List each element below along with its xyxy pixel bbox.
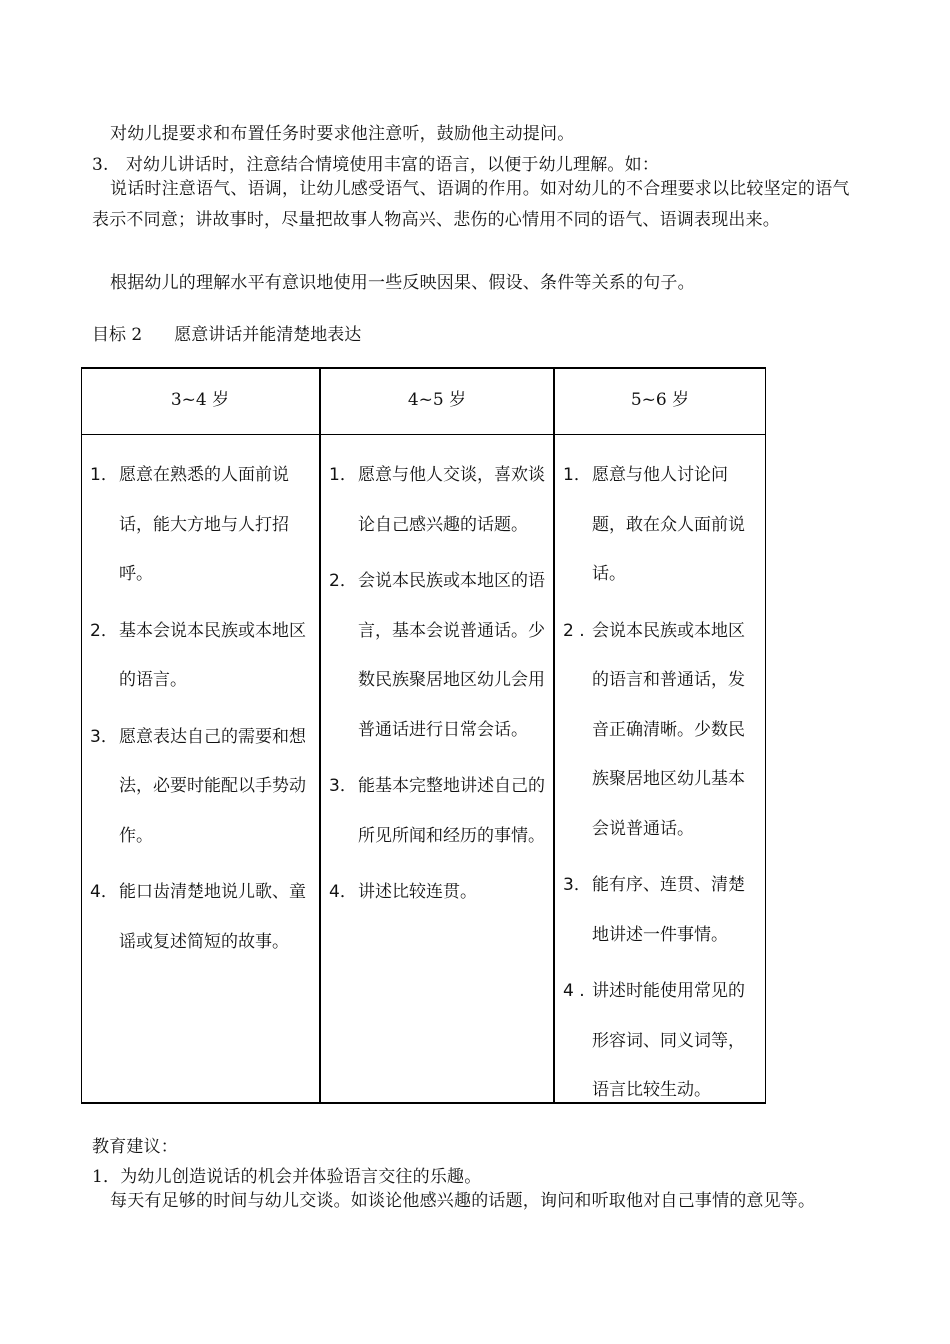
- table-col-divider-2: [553, 367, 555, 1104]
- item-text: 基本会说本民族或本地区的语言。: [119, 620, 306, 690]
- item-text: 能口齿清楚地说儿歌、童谣或复述简短的故事。: [119, 882, 306, 952]
- item-text: 愿意与他人交谈，喜欢谈论自己感兴趣的话题。: [358, 465, 545, 535]
- advice-heading: 教育建议：: [92, 1137, 178, 1157]
- paragraph-2: 3. 对幼儿讲话时，注意结合情境使用丰富的语言，以便于幼儿理解。如：: [92, 155, 660, 175]
- item-number: 1．: [563, 465, 591, 485]
- advice-item-1-detail: 每天有足够的时间与幼儿交谈。如谈论他感兴趣的话题，询问和听取他对自己事情的意见等。: [110, 1191, 816, 1211]
- column-3-4-list: [90, 451, 319, 974]
- column-4-5-list: [329, 451, 551, 925]
- item-number: 4 .: [563, 981, 585, 1001]
- list-item: [90, 868, 319, 967]
- list-item: [563, 451, 759, 600]
- list-item: [329, 557, 551, 755]
- table-right-border: [765, 367, 766, 1104]
- list-item: [90, 607, 319, 706]
- item-text: 能有序、连贯、清楚地讲述一件事情。: [592, 875, 745, 945]
- list-item: [563, 861, 759, 960]
- goals-table: [81, 367, 766, 1104]
- list-item: [329, 451, 551, 550]
- item-text: 讲述比较连贯。: [358, 882, 477, 902]
- table-col-divider-1: [319, 367, 321, 1104]
- item-number: 3．: [90, 726, 118, 747]
- goal-number: 目标 2: [92, 325, 143, 345]
- item-text: 愿意与他人讨论问题，敢在众人面前说话。: [592, 465, 745, 584]
- item-number: 3．: [329, 776, 357, 796]
- list-item: [563, 607, 759, 855]
- list-item: [329, 762, 551, 861]
- column-5-6-list: [563, 451, 759, 1123]
- table-header-age-3-4: 3~4 岁: [170, 390, 230, 410]
- advice-item-1: 1．为幼儿创造说话的机会并体验语言交往的乐趣。: [92, 1167, 482, 1187]
- item-number: 2．: [90, 620, 118, 641]
- item-text: 愿意在熟悉的人面前说话，能大方地与人打招呼。: [119, 465, 289, 584]
- item-number: 1．: [90, 465, 118, 485]
- list-item: [90, 713, 319, 862]
- list-item: [563, 967, 759, 1116]
- item-number: 4．: [90, 882, 118, 902]
- item-text: 能基本完整地讲述自己的所见所闻和经历的事情。: [358, 776, 545, 846]
- item-number: 4．: [329, 882, 357, 902]
- goal-heading: [92, 320, 361, 345]
- item-number: 2 .: [563, 620, 585, 641]
- item-text: 愿意表达自己的需要和想法，必要时能配以手势动作。: [119, 726, 306, 846]
- list-item: [329, 868, 551, 918]
- table-header-age-5-6: 5~6 岁: [630, 390, 690, 410]
- item-text: 会说本民族或本地区的语言，基本会说普通话。少数民族聚居地区幼儿会用普通话进行日常会话。: [358, 571, 545, 740]
- list-item: [90, 451, 319, 600]
- table-left-border: [81, 367, 82, 1104]
- item-text: 会说本民族或本地区的语言和普通话，发音正确清晰。少数民族聚居地区幼儿基本会说普通话。: [592, 620, 745, 839]
- table-header-age-4-5: 4~5 岁: [407, 390, 467, 410]
- paragraph-4: 根据幼儿的理解水平有意识地使用一些反映因果、假设、条件等关系的句子。: [110, 273, 695, 293]
- item-number: 1．: [329, 465, 357, 485]
- table-header-divider: [81, 434, 766, 435]
- item-text: 讲述时能使用常见的形容词、同义词等，语言比较生动。: [592, 981, 745, 1100]
- paragraph-1: 对幼儿提要求和布置任务时要求他注意听，鼓励他主动提问。: [110, 124, 575, 144]
- goal-title: 愿意讲话并能清楚地表达: [174, 325, 362, 345]
- item-number: 3．: [563, 875, 591, 895]
- paragraph-3: 说话时注意语气、语调，让幼儿感受语气、语调的作用。如对幼儿的不合理要求以比较坚定的语气表示不同意；讲故事时，尽量把故事人物高兴、悲伤的心情用不同的语气、语调表现出来。: [92, 179, 850, 230]
- item-number: 2．: [329, 571, 357, 591]
